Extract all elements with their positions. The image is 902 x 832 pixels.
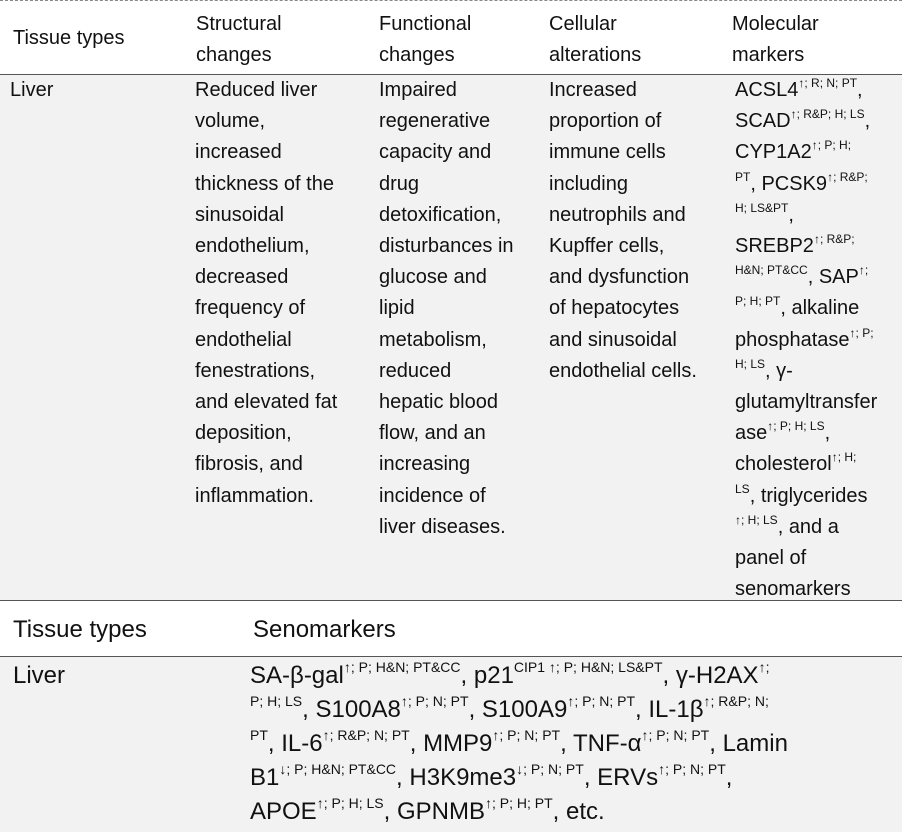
cell-molecular-markers: $ACSL4^{↑; R; N; PT}$, $SCAD^{↑; R\&P; H; LS}$, $CYP1A2^{↑; P; H;}$ $^{PT}$, $PCSK9^{↑; R\&P;}$ $^{H; LS\&PT}$, $SREBP2^{↑; R\&P;}$ $^{H\&N; PT\&CC}$, SAP↑; $^{P; H; PT}$, alkaline phosphatase$^{↑; P;}$ $^{H; LS}$, γ- glutamyltransfer ase$^{↑; P; H; LS}$, cholesterol$^{↑; H;}$ $^{LS}$, triglycerides $^{↑; H; LS}$, and a panel of senomarkers: [735, 75, 900, 605]
table-row-liver: [0, 75, 902, 601]
seno-lamin: Lamin: [722, 730, 788, 757]
header-molecular-markers: Molecular markers: [732, 13, 819, 66]
marker-alkaline-phosphatase: phosphatase: [735, 328, 850, 351]
marker-sap: SAP: [818, 266, 859, 289]
header-tissue-types-2: Tissue types: [13, 616, 147, 643]
cell-cellular-alterations: Increased proportion of immune cells including neutrophils and Kupffer cells, and dysfunction of hepatocytes and sinusoidal endothelial cells.: [549, 79, 697, 382]
cell-structural-changes: Reduced liver volume, increased thickness of the sinusoidal endothelium, decreased frequency of endothelial fenestrations, and elevated fat deposition, fibrosis, and inflammation.: [195, 79, 338, 507]
header-tissue-types: Tissue types: [13, 27, 125, 49]
marker-acsl4: ACSL4: [735, 79, 799, 101]
seno-h3k9me3: H3K9me3: [409, 764, 517, 791]
seno-ervs: ERVs: [597, 764, 659, 791]
marker-senomarkers: senomarkers: [735, 578, 851, 601]
marker-cyp1a2: CYP1A2: [735, 141, 812, 164]
marker-scad: SCAD: [735, 110, 791, 133]
cell-functional-changes: Impaired regenerative capacity and drug detoxification, disturbances in glucose and lipid metabolism, reduced hepatic blood flow, and an increasing incidence of liver diseases.: [379, 79, 514, 538]
marker-triglycerides: triglycerides: [760, 484, 868, 507]
seno-p21: p21: [473, 662, 514, 689]
marker-gamma-prefix: γ-: [776, 359, 793, 382]
marker-ggt: glutamyltransfer: [735, 391, 878, 414]
marker-and-a: and a: [788, 515, 839, 538]
seno-etc: etc.: [566, 798, 605, 825]
marker-cholesterol: cholesterol: [735, 453, 832, 476]
senomarkers-row-liver: [0, 657, 902, 832]
seno-gamma-h2ax: γ-H2AX: [675, 662, 759, 689]
seno-il-1b: IL-1β: [648, 696, 704, 723]
seno-gpnmb: GPNMB: [396, 798, 485, 825]
cell-senomarkers-list: SA-β-gal$^{↑; P; H\&N; PT\&CC}$, $p21^{CIP1 ↑; P; H\&N; LS\&PT}$, γ-H2AX↑; $^{P; H; LS}$, $S100A8^{↑; P; N; PT}$, $S100A9^{↑; P; N; PT}$, $IL-1\beta^{↑; R\&P; N;}$ $^{PT}$, $IL-6^{↑; R\&P; N; PT}$, $MMP9^{↑; P; N; PT}$, TNF-$\alpha^{↑; P; N; PT}$, Lamin $B1^{↓; P; H\&N; PT\&CC}$, $H3K9me3^{↓; P; N; PT}$, ERVs$^{↑; P; N; PT}$, $APOE^{↑; P; H; LS}$, $GPNMB^{↑; P; H; PT}$, etc.: [250, 659, 788, 825]
seno-il-6: IL-6: [281, 730, 323, 757]
senomarkers-header-row: [0, 601, 902, 657]
marker-pcsk9: PCSK9: [761, 172, 828, 195]
seno-mmp9: MMP9: [423, 730, 493, 757]
seno-sa-beta-gal: SA-β-gal: [250, 662, 344, 689]
seno-apoe: APOE: [250, 798, 317, 825]
header-functional-changes: Functional changes: [379, 13, 472, 66]
marker-alkaline-text: alkaline: [791, 297, 860, 320]
seno-s100a8: S100A8: [315, 696, 401, 723]
table-senomarkers: [0, 601, 902, 832]
seno-lamin-b1: B1: [250, 764, 280, 791]
seno-s100a9: S100A9: [481, 696, 568, 723]
header-structural-changes: Structural changes: [196, 13, 282, 66]
cell-tissue-liver: Liver: [10, 79, 54, 101]
header-senomarkers: Senomarkers: [253, 616, 396, 643]
seno-tnf-a: TNF-α: [573, 730, 642, 757]
marker-srebp2: SREBP2: [735, 235, 814, 258]
table-header-row: [0, 1, 902, 75]
marker-panel-of: panel of: [735, 547, 807, 570]
cell-tissue-liver-2: Liver: [13, 662, 66, 689]
marker-ggt-suffix: ase: [735, 422, 768, 445]
header-cellular-alterations: Cellular alterations: [549, 13, 642, 66]
